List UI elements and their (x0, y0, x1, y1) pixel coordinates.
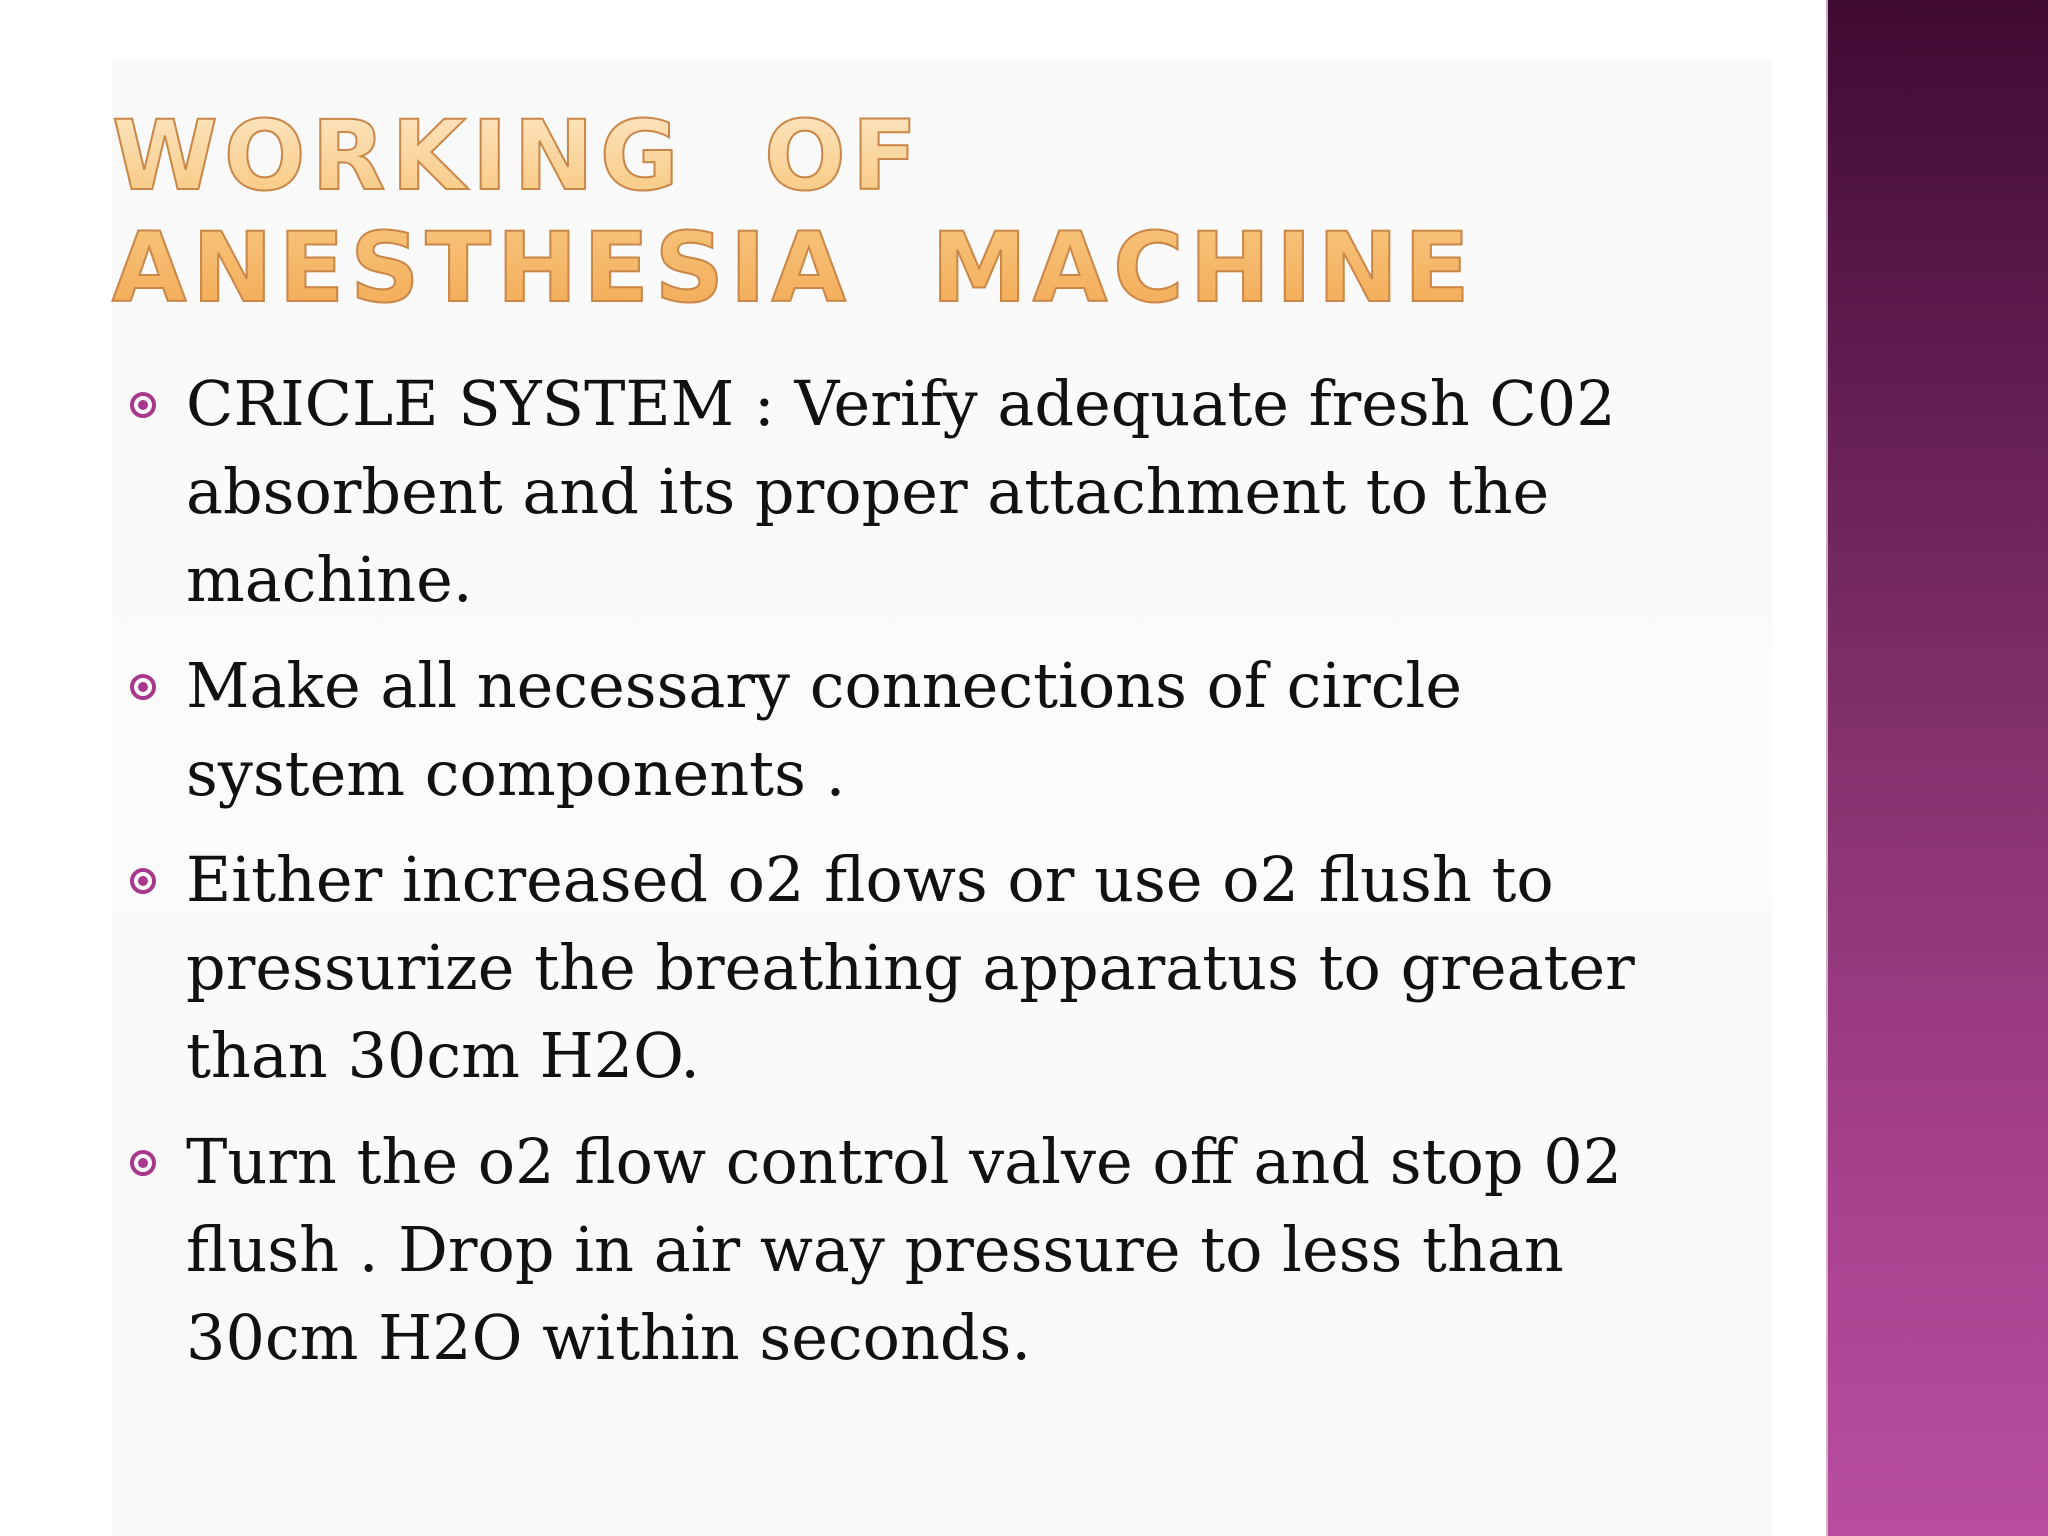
circled-dot-icon (130, 868, 156, 894)
bullet-item-2 (130, 642, 1690, 818)
decorative-side-bar (1828, 0, 2048, 1536)
bullet-item-3 (130, 836, 1690, 1100)
bullet-item-4 (130, 1118, 1690, 1382)
circled-dot-icon (130, 392, 156, 418)
slide-title: WORKING OF ANESTHESIA MACHINE (112, 100, 1672, 324)
bullet-item-1 (130, 360, 1690, 624)
bullet-text: Either increased o2 flows or use o2 flush to pressurize the breathing apparatus to greater than 30cm H2O. (186, 843, 1635, 1092)
bullet-text: Make all necessary connections of circle system components . (186, 649, 1463, 810)
circled-dot-icon (130, 1150, 156, 1176)
bullet-text: CRICLE SYSTEM : Verify adequate fresh C02 absorbent and its proper attachment to the machine. (186, 367, 1616, 616)
bullet-text: Turn the o2 flow control valve off and stop 02 flush . Drop in air way pressure to less than 30cm H2O within seconds. (186, 1125, 1623, 1374)
bullet-list (130, 360, 1690, 1400)
circled-dot-icon (130, 674, 156, 700)
